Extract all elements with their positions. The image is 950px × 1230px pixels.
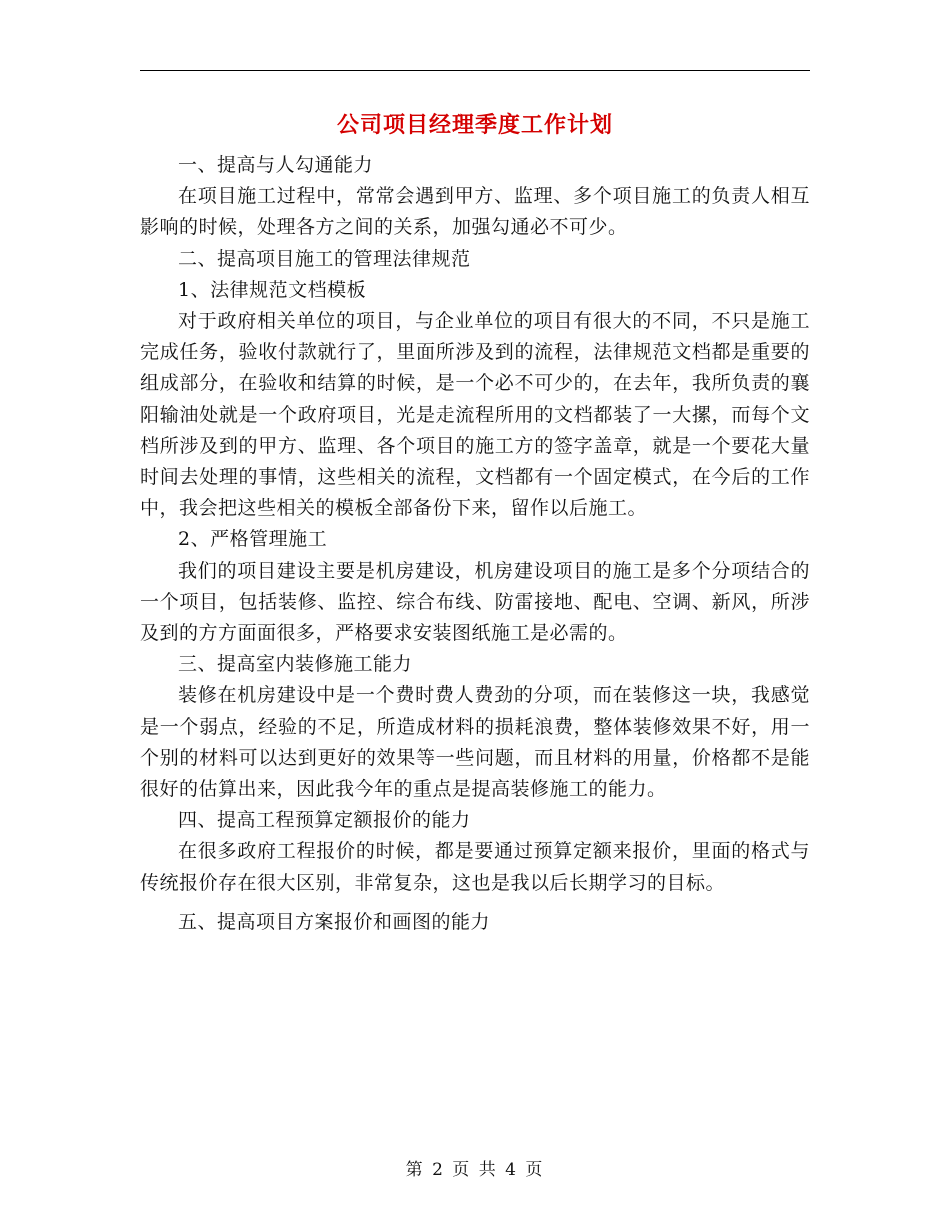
section-heading: 三、提高室内装修施工能力: [178, 653, 413, 676]
header-rule: [140, 70, 810, 71]
subsection-heading: 1、法律规范文档模板: [178, 278, 367, 301]
page-footer: 第 2 页 共 4 页: [405, 1160, 545, 1180]
body-paragraph: 装修在机房建设中是一个费时费人费劲的分项，而在装修这一块，我感觉是一个弱点，经验的不足，所造成材料的损耗浪费，整体装修效果不好，用一个别的材料可以达到更好的效果等一些问题，而且材料的用量，价格都不是能很好的估算出来，因此我今年的重点是提高装修施工的能力。: [140, 684, 810, 801]
section-heading: 四、提高工程预算定额报价的能力: [178, 809, 471, 832]
body-paragraph: 在很多政府工程报价的时候，都是要通过预算定额来报价，里面的格式与传统报价存在很大区别，非常复杂，这也是我以后长期学习的目标。: [140, 840, 810, 894]
section-heading: 五、提高项目方案报价和画图的能力: [178, 910, 491, 933]
document-title: 公司项目经理季度工作计划: [336, 112, 613, 138]
section-heading: 一、提高与人勾通能力: [178, 154, 374, 176]
document-body: [140, 150, 810, 938]
section-heading: 二、提高项目施工的管理法律规范: [178, 247, 471, 270]
subsection-heading: 2、严格管理施工: [178, 528, 328, 551]
body-paragraph: 对于政府相关单位的项目，与企业单位的项目有很大的不同，不只是施工完成任务，验收付款就行了，里面所涉及到的流程，法律规范文档都是重要的组成部分，在验收和结算的时候，是一个必不可少的，在去年，我所负责的襄阳输油处就是一个政府项目，光是走流程所用的文档都装了一大摞，而每个文档所涉及到的甲方、监理、各个项目的施工方的签字盖章，就是一个要花大量时间去处理的事情，这些相关的流程，文档都有一个固定模式，在今后的工作中，我会把这些相关的模板全部备份下来，留作以后施工。: [140, 310, 810, 520]
body-paragraph: 在项目施工过程中，常常会遇到甲方、监理、多个项目施工的负责人相互影响的时候，处理各方之间的关系，加强勾通必不可少。: [140, 185, 810, 239]
body-paragraph: 我们的项目建设主要是机房建设，机房建设项目的施工是多个分项结合的一个项目，包括装修、监控、综合布线、防雷接地、配电、空调、新风，所涉及到的方方面面很多，严格要求安装图纸施工是必需的。: [140, 559, 810, 645]
